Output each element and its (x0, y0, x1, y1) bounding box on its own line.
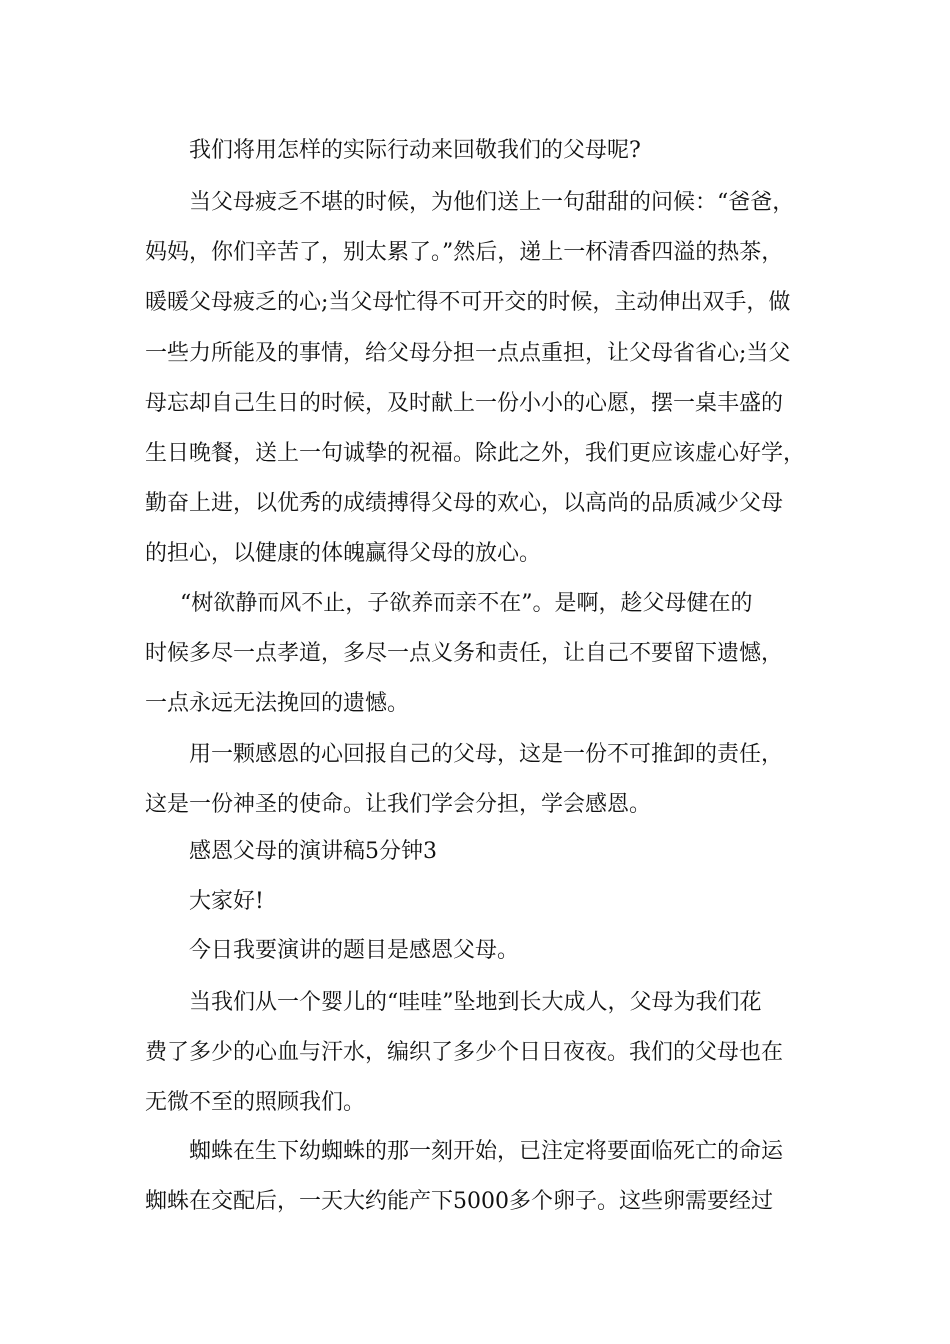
text-line: 这是一份神圣的使命。让我们学会分担，学会感恩。 (145, 792, 652, 817)
text-line: 一些力所能及的事情，给父母分担一点点重担，让父母省省心;当父 (145, 341, 791, 366)
text-line: 我们将用怎样的实际行动来回敬我们的父母呢? (189, 138, 641, 163)
text-line: 费了多少的心血与汗水，编织了多少个日日夜夜。我们的父母也在 (145, 1040, 784, 1065)
text-line: 蜘蛛在生下幼蜘蛛的那一刻开始，已注定将要面临死亡的命运 (189, 1139, 784, 1164)
text-line: 暖暖父母疲乏的心;当父母忙得不可开交的时候，主动伸出双手，做 (145, 290, 791, 315)
text-line: 勤奋上进，以优秀的成绩搏得父母的欢心，以高尚的品质减少父母 (145, 491, 784, 516)
text-line: 时候多尽一点孝道，多尽一点义务和责任，让自己不要留下遗憾， (145, 641, 784, 666)
text-line: 母忘却自己生日的时候，及时献上一份小小的心愿，摆一桌丰盛的 (145, 391, 784, 416)
text-line: 用一颗感恩的心回报自己的父母，这是一份不可推卸的责任， (189, 742, 784, 767)
text-line: 生日晚餐，送上一句诚挚的祝福。除此之外，我们更应该虚心好学， (145, 441, 806, 466)
text-line: “树欲静而风不止，子欲养而亲不在”。是啊，趁父母健在的 (180, 591, 753, 616)
section-heading: 感恩父母的演讲稿5分钟3 (189, 839, 437, 864)
text-line: 妈妈，你们辛苦了，别太累了。”然后，递上一杯清香四溢的热茶， (145, 240, 784, 265)
text-line: 无微不至的照顾我们。 (145, 1090, 366, 1115)
text-line: 当父母疲乏不堪的时候，为他们送上一句甜甜的问候：“爸爸， (189, 190, 795, 215)
text-line: 一点永远无法挽回的遗憾。 (145, 691, 410, 716)
text-line: 大家好! (189, 889, 264, 914)
text-line: 当我们从一个婴儿的“哇哇”坠地到长大成人，父母为我们花 (189, 990, 762, 1015)
text-line: 的担心，以健康的体魄赢得父母的放心。 (145, 541, 542, 566)
text-line: 今日我要演讲的题目是感恩父母。 (189, 938, 520, 963)
text-line: 蜘蛛在交配后，一天大约能产下5000多个卵子。这些卵需要经过 (145, 1189, 773, 1214)
